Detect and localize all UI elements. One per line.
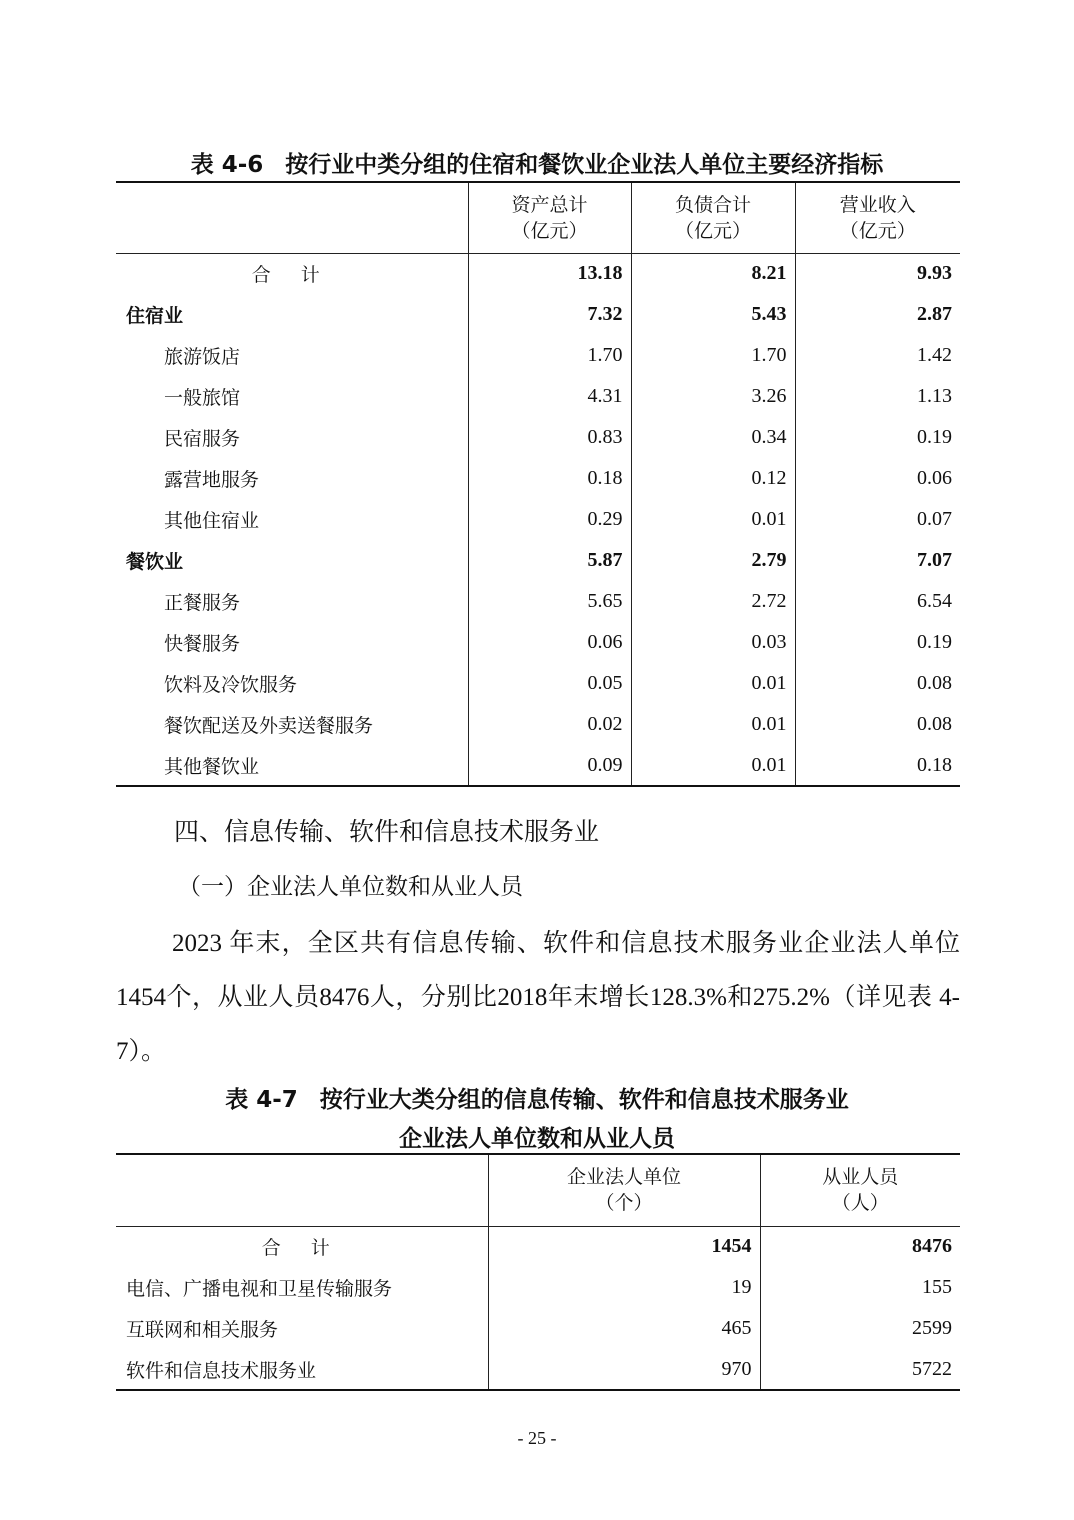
cell-value: 7.07 [795,540,960,581]
table-row [116,376,960,417]
row-label: 互联网和相关服务 [126,1319,279,1341]
row-label: 合 计 [261,1237,342,1260]
row-label: 电信、广播电视和卫星传输服务 [126,1278,393,1300]
row-label: 快餐服务 [164,633,241,655]
cell-value: 5722 [760,1349,960,1390]
row-label: 合 计 [251,264,332,287]
cell-value: 2.79 [631,540,795,581]
header-employees-unit: （人） [831,1192,889,1215]
header-units-label: 企业法人单位 [566,1166,681,1189]
table-row [116,294,960,335]
table-row [116,581,960,622]
row-label: 其他住宿业 [164,510,260,532]
cell-value: 1.70 [468,335,631,376]
row-label: 饮料及冷饮服务 [164,674,298,696]
table-4-7-caption-line2 [0,1120,1074,1153]
table-row [116,1308,960,1349]
table-4-6-caption [0,146,1074,179]
table-4-7 [116,1153,960,1391]
table-4-7-caption [0,1081,1074,1114]
cell-value: 2.72 [631,581,795,622]
row-label: 旅游饭店 [164,346,241,368]
cell-value: 0.08 [795,704,960,745]
table-4-6-header-blank [116,182,468,253]
cell-value: 9.93 [795,253,960,294]
cell-value: 1.70 [631,335,795,376]
cell-value: 8476 [760,1226,960,1267]
cell-value: 465 [488,1308,760,1349]
cell-value: 13.18 [468,253,631,294]
table-4-7-header-row [116,1154,960,1226]
header-liabilities-label: 负债合计 [674,193,751,216]
cell-value: 0.03 [631,622,795,663]
row-label: 餐饮业 [126,551,184,573]
cell-value: 3.26 [631,376,795,417]
cell-value: 0.01 [631,704,795,745]
table-4-7-title-line1: 按行业大类分组的信息传输、软件和信息技术服务业 [319,1087,849,1113]
table-row [116,540,960,581]
cell-value: 1.42 [795,335,960,376]
cell-value: 2.87 [795,294,960,335]
cell-value: 0.19 [795,622,960,663]
cell-value: 0.08 [795,663,960,704]
table-row [116,663,960,704]
row-label: 正餐服务 [164,592,241,614]
row-label: 其他餐饮业 [164,755,260,778]
cell-value: 5.43 [631,294,795,335]
cell-value: 1.13 [795,376,960,417]
cell-value: 0.09 [468,745,631,786]
table-4-7-header-blank [116,1154,488,1226]
table-4-7-number: 表 4-7 [225,1087,298,1113]
cell-value: 2599 [760,1308,960,1349]
row-label: 一般旅馆 [164,387,241,409]
table-row [116,704,960,745]
page-number: - 25 - [517,1428,557,1448]
cell-value: 5.87 [468,540,631,581]
cell-value: 0.34 [631,417,795,458]
table-4-7-title-line2: 企业法人单位数和从业人员 [399,1126,675,1152]
header-assets-unit: （亿元） [511,219,588,242]
table-4-6-title: 按行业中类分组的住宿和餐饮业企业法人单位主要经济指标 [285,152,884,178]
cell-value: 0.05 [468,663,631,704]
row-label: 软件和信息技术服务业 [126,1359,317,1382]
cell-value: 0.83 [468,417,631,458]
cell-value: 970 [488,1349,760,1390]
table-4-6-header-row [116,182,960,253]
cell-value: 4.31 [468,376,631,417]
cell-value: 8.21 [631,253,795,294]
table-row [116,458,960,499]
row-label: 民宿服务 [164,428,241,450]
row-label: 住宿业 [126,305,184,327]
cell-value: 0.29 [468,499,631,540]
cell-value: 0.01 [631,499,795,540]
header-employees-label: 从业人员 [822,1166,899,1189]
cell-value: 1454 [488,1226,760,1267]
cell-value: 155 [760,1267,960,1308]
body-paragraph: 2023 年末，全区共有信息传输、软件和信息技术服务业企业法人单位1454个，从业人员8476人，分别比2018年末增长128.3%和275.2%（详见表 4-7）。 [116,930,960,1065]
cell-value: 0.07 [795,499,960,540]
header-units-unit: （个） [595,1192,653,1215]
header-assets-label: 资产总计 [511,193,588,216]
table-row [116,745,960,786]
cell-value: 0.02 [468,704,631,745]
header-assets [468,182,631,253]
cell-value: 0.18 [468,458,631,499]
header-liabilities-unit: （亿元） [674,219,751,242]
cell-value: 0.01 [631,745,795,786]
table-row [116,499,960,540]
header-liabilities [631,182,795,253]
cell-value: 0.19 [795,417,960,458]
header-employees [760,1154,960,1226]
table-row [116,1349,960,1390]
cell-value: 5.65 [468,581,631,622]
section-heading: 四、信息传输、软件和信息技术服务业 [174,817,600,846]
header-revenue-label: 营业收入 [839,193,916,216]
cell-value: 0.06 [795,458,960,499]
table-row [116,622,960,663]
cell-value: 0.01 [631,663,795,704]
cell-value: 7.32 [468,294,631,335]
header-revenue [795,182,960,253]
table-row [116,417,960,458]
cell-value: 0.18 [795,745,960,786]
section-subheading: （一）企业法人单位数和从业人员 [178,874,523,900]
cell-value: 6.54 [795,581,960,622]
header-revenue-unit: （亿元） [839,219,916,242]
table-4-6 [116,181,960,787]
table-row [116,253,960,294]
table-row [116,335,960,376]
table-row [116,1267,960,1308]
cell-value: 0.06 [468,622,631,663]
table-4-6-number: 表 4-6 [190,152,264,178]
table-row [116,1226,960,1267]
cell-value: 0.12 [631,458,795,499]
cell-value: 19 [488,1267,760,1308]
row-label: 露营地服务 [164,469,260,491]
row-label: 餐饮配送及外卖送餐服务 [164,715,374,737]
header-units [488,1154,760,1226]
